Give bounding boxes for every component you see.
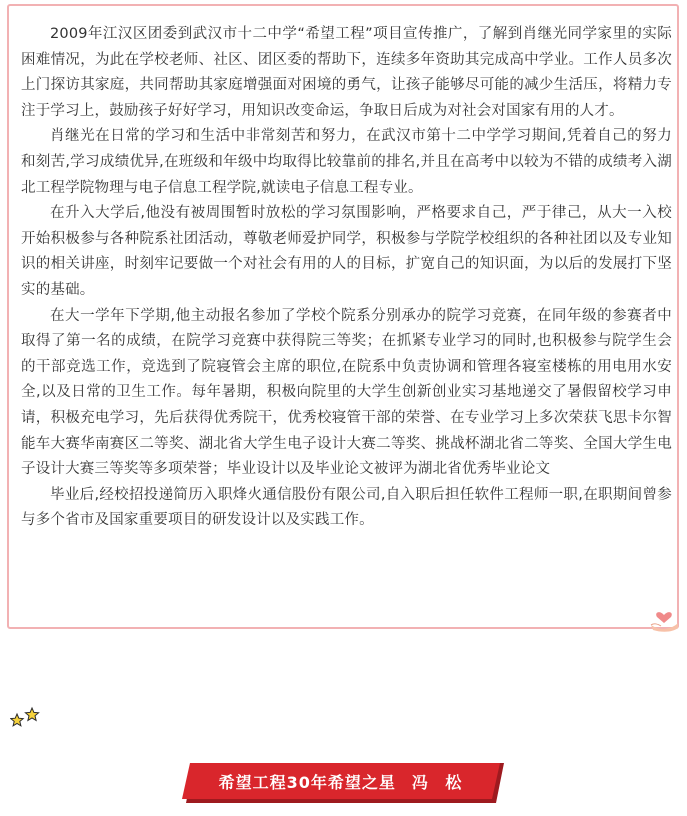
banner-title-text: 希望工程30年希望之星 [218,773,396,792]
article-card [7,4,679,629]
title-banner [182,763,504,803]
banner-person-name: 冯 松 [411,773,468,792]
paragraph-3: 在升入大学后,他没有被周围暂时放松的学习氛围影响，严格要求自己，严于律己，从大一入校开始积极参与各种院系社团活动，尊敬老师爱护同学，积极参与学院学校组织的各种社团以及专业知识的相关讲座，时刻牢记要做一个对社会有用的人的目标，扩宽自己的知识面，为以后的发展打下坚实的基础。 [21,205,672,298]
heart-hand-icon [649,599,679,633]
paragraph-4: 在大一学年下学期,他主动报名参加了学校个院系分别承办的院学习竞赛，在同年级的参赛者中取得了第一名的成绩，在院学习竞赛中获得院三等奖；在抓紧专业学习的同时,也积极参与院学生会的干部竞选工作，竞选到了院寝管会主席的职位,在院系中负责协调和管理各寝室楼栋的用电用水安全,以及日常的卫生工作。每年暑期，积极向院里的大学生创新创业实习基地递交了暑假留校学习申请，积极充电学习，先后获得优秀院干，优秀校寝管干部的荣誉、在专业学习上多次荣获飞思卡尔智能车大赛华南赛区二等奖、湖北省大学生电子设计大赛二等奖、挑战杯湖北省二等奖、全国大学生电子设计大赛三等奖等多项荣誉；毕业设计以及毕业论文被评为湖北省优秀毕业论文 [21,307,672,478]
paragraph-2: 肖继光在日常的学习和生活中非常刻苦和努力，在武汉市第十二中学学习期间,凭着自己的努力和刻苦,学习成绩优异,在班级和年级中均取得比较靠前的排名,并且在高考中以较为不错的成绩考入湖北工程学院物理与电子信息工程学院,就读电子信息工程专业。 [21,128,672,196]
banner-title [182,763,504,803]
paragraph-5: 毕业后,经校招投递简历入职烽火通信股份有限公司,自入职后担任软件工程师一职,在职期间曾参与多个省市及国家重要项目的研发设计以及实践工作。 [21,486,672,529]
double-star-icon [10,706,42,728]
paragraph-1: 2009年江汉区团委到武汉市十二中学“希望工程”项目宣传推广，了解到肖继光同学家里的实际困难情况，为此在学校老师、社区、团区委的帮助下，连续多年资助其完成高中学业。工作人员多次上门探访其家庭，共同帮助其家庭增强面对困境的勇气，让孩子能够尽可能的减少生活压，将精力专注于学习上，鼓励孩子好好学习，用知识改变命运，争取日后成为对社会对国家有用的人才。 [21,26,672,119]
article-body [21,22,672,534]
